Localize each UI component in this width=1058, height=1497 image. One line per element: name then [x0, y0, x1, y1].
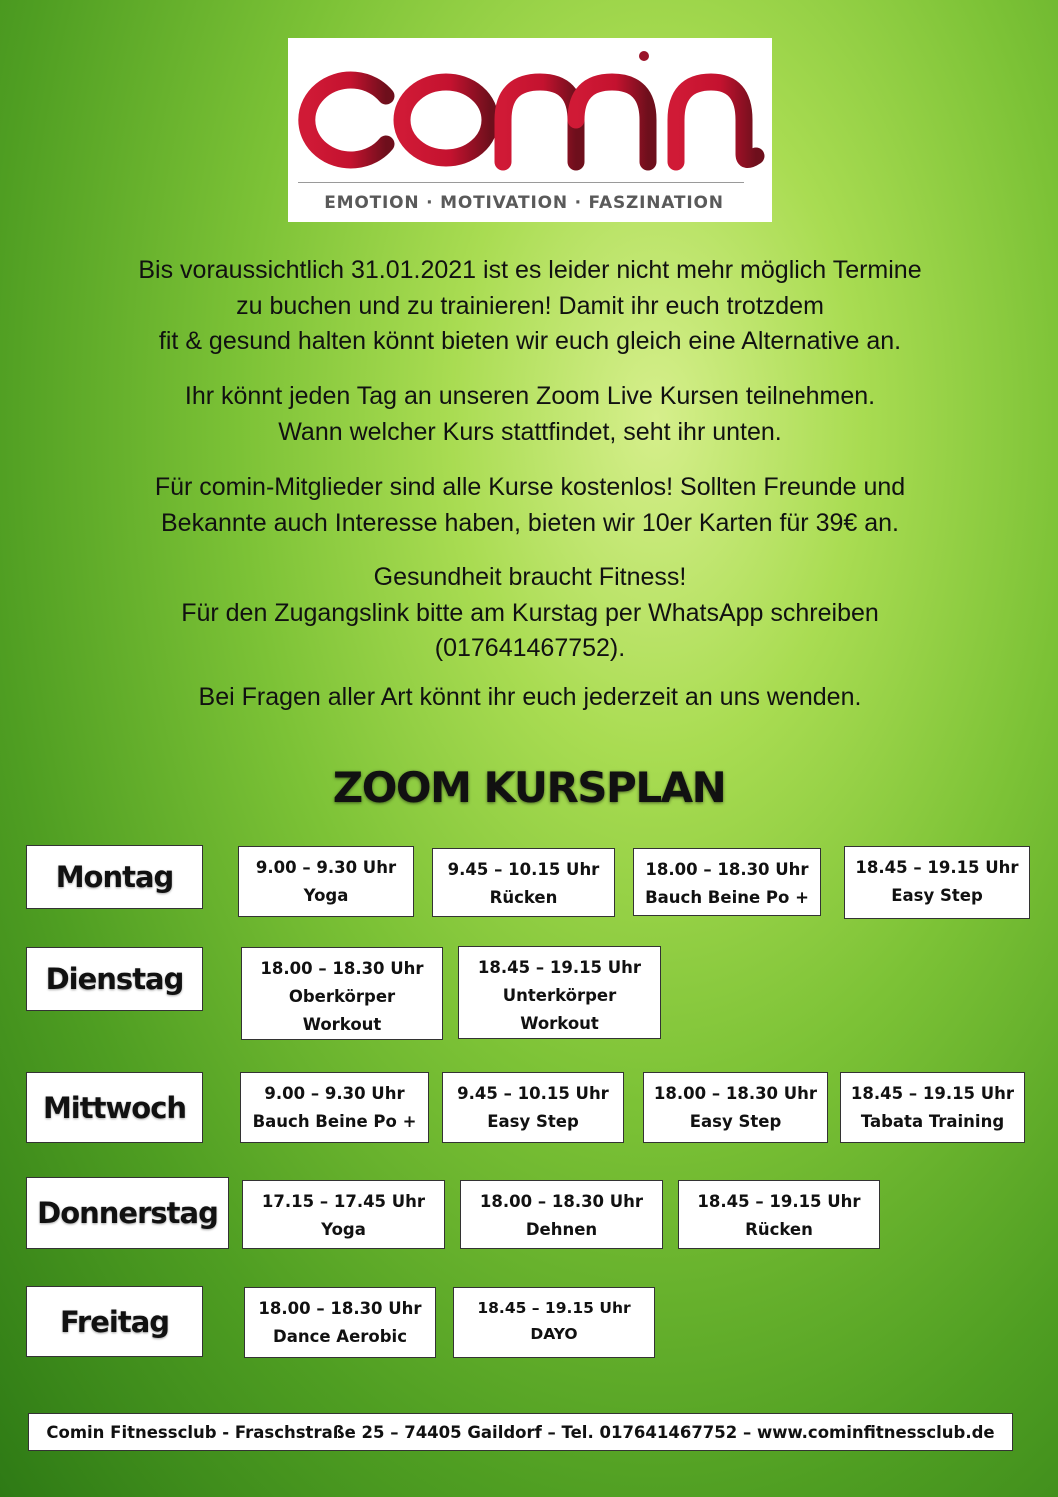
course-name: Unterkörper	[502, 986, 617, 1005]
day-label-mittwoch: Mittwoch	[26, 1072, 203, 1143]
comin-wordmark-logo	[288, 38, 772, 188]
course-box	[678, 1180, 880, 1249]
course-box	[460, 1180, 663, 1249]
intro-line: Gesundheit braucht Fitness!	[373, 563, 687, 591]
course-box	[453, 1287, 655, 1358]
course-name: Dance Aerobic	[273, 1327, 407, 1346]
course-name-line-2: Workout	[520, 1014, 599, 1033]
course-time: 18.45 – 19.15 Uhr	[477, 1299, 631, 1317]
course-time: 18.45 – 19.15 Uhr	[697, 1192, 861, 1211]
course-name: Tabata Training	[860, 1112, 1005, 1131]
course-name: Oberkörper	[288, 987, 396, 1006]
intro-line: Ihr könnt jeden Tag an unseren Zoom Live Kursen teilnehmen.	[184, 382, 876, 410]
course-time: 9.00 – 9.30 Uhr	[264, 1084, 405, 1103]
intro-line: Wann welcher Kurs stattfindet, seht ihr unten.	[278, 417, 782, 446]
course-time: 17.15 – 17.45 Uhr	[261, 1192, 426, 1211]
course-time: 18.45 – 19.15 Uhr	[855, 858, 1019, 877]
day-label-donnerstag: Donnerstag	[26, 1177, 229, 1249]
course-name-line-2: Workout	[302, 1015, 382, 1034]
plan-title: ZOOM KURSPLAN	[332, 763, 726, 812]
course-time: 18.00 – 18.30 Uhr	[260, 959, 424, 978]
logo-divider	[298, 182, 744, 183]
course-box	[458, 946, 661, 1039]
course-box	[238, 846, 414, 917]
intro-paragraph-1	[60, 253, 1000, 360]
intro-line: Bei Fragen aller Art könnt ihr euch jederzeit an uns wenden.	[198, 683, 862, 711]
course-time: 18.00 – 18.30 Uhr	[645, 860, 809, 879]
logo	[288, 38, 772, 222]
intro-paragraph-5	[60, 680, 1000, 716]
intro-line: (017641467752).	[434, 634, 626, 662]
course-name: Easy Step	[689, 1112, 782, 1131]
course-box	[643, 1072, 828, 1143]
intro-line: Bis voraussichtlich 31.01.2021 ist es leider nicht mehr möglich Termine	[138, 256, 922, 284]
intro-paragraph-4	[60, 560, 1000, 667]
course-name: Yoga	[321, 1220, 366, 1239]
intro-paragraph-2	[60, 379, 1000, 450]
day-label-freitag: Freitag	[26, 1286, 203, 1357]
course-box	[442, 1072, 624, 1143]
course-name: Bauch Beine Po +	[252, 1112, 417, 1131]
intro-line: Bekannte auch Interesse haben, bieten wir 10er Karten für 39€ an.	[161, 508, 899, 537]
intro-line: fit & gesund halten könnt bieten wir euch gleich eine Alternative an.	[158, 327, 902, 355]
intro-line: zu buchen und zu trainieren! Damit ihr euch trotzdem	[236, 291, 824, 320]
course-box	[240, 1072, 429, 1143]
course-name: Easy Step	[891, 886, 983, 905]
course-name: Easy Step	[487, 1112, 579, 1131]
course-box	[244, 1287, 436, 1358]
course-time: 9.00 – 9.30 Uhr	[255, 858, 397, 877]
intro-paragraph-3	[60, 470, 1000, 541]
course-time: 18.45 – 19.15 Uhr	[850, 1084, 1015, 1103]
logo-tagline: EMOTION · MOTIVATION · FASZINATION	[324, 193, 724, 213]
course-time: 18.00 – 18.30 Uhr	[653, 1084, 818, 1103]
course-box	[242, 1180, 445, 1249]
course-box	[241, 947, 443, 1040]
course-time: 18.45 – 19.15 Uhr	[477, 958, 642, 977]
course-name: Dehnen	[525, 1220, 598, 1239]
course-name: Rücken	[745, 1220, 813, 1239]
intro-line: Für den Zugangslink bitte am Kurstag per WhatsApp schreiben	[181, 598, 879, 627]
day-label-dienstag: Dienstag	[26, 947, 203, 1011]
course-name: DAYO	[530, 1325, 578, 1343]
course-name: Bauch Beine Po +	[645, 888, 809, 907]
course-box	[844, 846, 1030, 919]
day-label-montag: Montag	[26, 845, 203, 909]
course-name: Rücken	[489, 888, 558, 907]
course-time: 18.00 – 18.30 Uhr	[479, 1192, 644, 1211]
course-box	[432, 848, 615, 917]
footer-contact: Comin Fitnessclub - Fraschstraße 25 – 74405 Gaildorf – Tel. 017641467752 – www.cominfitnessclub.de	[28, 1413, 1013, 1451]
course-box	[633, 848, 821, 916]
course-time: 18.00 – 18.30 Uhr	[258, 1299, 422, 1318]
course-name: Yoga	[303, 886, 349, 905]
course-box	[840, 1072, 1025, 1143]
course-time: 9.45 – 10.15 Uhr	[447, 860, 600, 879]
intro-line: Für comin-Mitglieder sind alle Kurse kostenlos! Sollten Freunde und	[154, 473, 906, 501]
course-time: 9.45 – 10.15 Uhr	[457, 1084, 609, 1103]
